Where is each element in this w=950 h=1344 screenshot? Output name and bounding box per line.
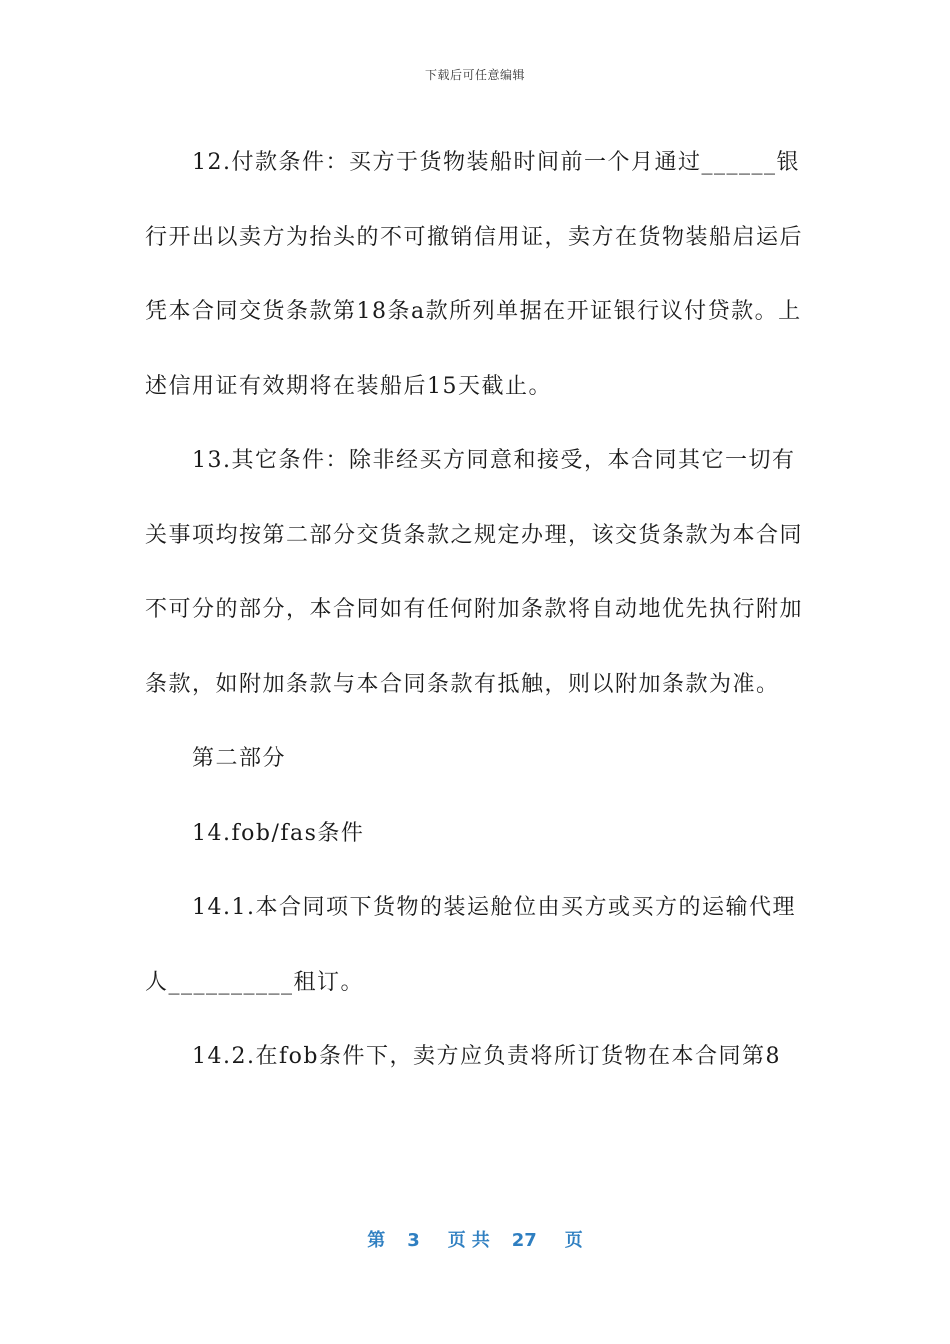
paragraph-other-conditions: 13.其它条件：除非经买方同意和接受，本合同其它一切有关事项均按第二部分交货条款之规定办理，该交货条款为本合同不可分的部分，本合同如有任何附加条款将自动地优先执行附加条款，如附加条款与本合同条款有抵触，则以附加条款为准。 <box>145 448 804 697</box>
paragraph-payment-terms: 12.付款条件：买方于货物装船时间前一个月通过______银行开出以卖方为抬头的不可撤销信用证，卖方在货物装船启运后凭本合同交货条款第18条a款所列单据在开证银行议付贷款。上述信用证有效期将在装船后15天截止。 <box>145 150 804 399</box>
page-header: 下载后可任意编辑 <box>424 68 525 82</box>
footer-total-pages: 27 <box>511 1230 537 1251</box>
paragraph-clause-14-1: 14.1.本合同项下货物的装运舱位由买方或买方的运输代理人__________租订。 <box>145 895 796 995</box>
document-body <box>145 126 815 1095</box>
footer-page-suffix: 页 <box>447 1230 466 1251</box>
footer-page-prefix: 第 <box>367 1230 386 1251</box>
footer-total-prefix: 共 <box>471 1230 490 1251</box>
page-footer <box>0 1226 950 1252</box>
footer-page-number: 3 <box>407 1230 420 1251</box>
paragraph-clause-14-2: 14.2.在fob条件下，卖方应负责将所订货物在本合同第8 <box>192 1044 781 1069</box>
footer-total-suffix: 页 <box>564 1230 583 1251</box>
section-heading-part-two: 第二部分 <box>192 746 287 771</box>
clause-heading-fob-fas: 14.fob/fas条件 <box>192 820 365 846</box>
